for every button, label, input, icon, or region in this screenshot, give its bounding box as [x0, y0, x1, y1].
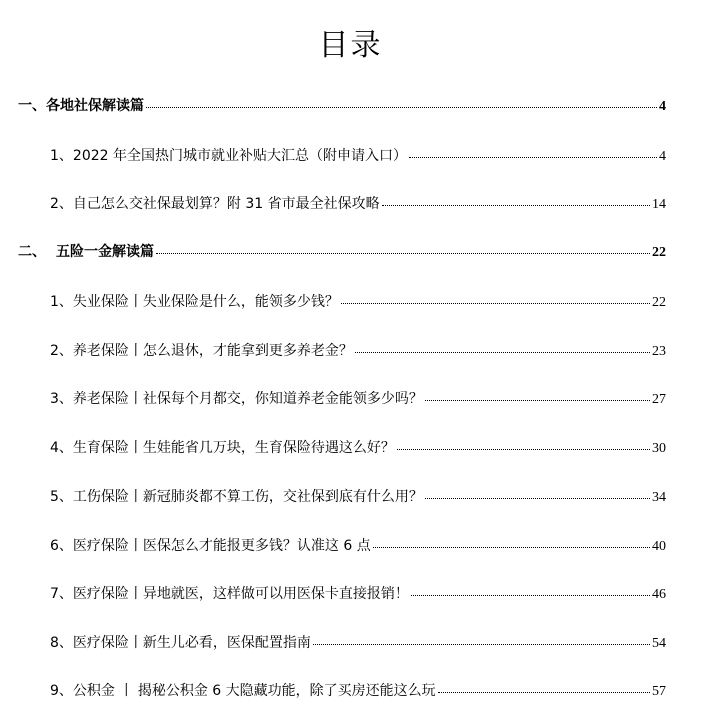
item-number: 2、: [50, 343, 73, 359]
page-number: 46: [652, 587, 666, 602]
dot-leader: [425, 400, 650, 401]
page-title: 目录: [318, 28, 383, 63]
toc-item-label: [50, 291, 339, 313]
toc-section-label: [18, 241, 154, 263]
page-number: 57: [652, 684, 666, 699]
toc-item-label: [50, 388, 423, 410]
page-number: 4: [659, 149, 666, 164]
toc-item[interactable]: [50, 340, 666, 363]
page-number: 22: [652, 245, 666, 260]
dot-leader: [397, 449, 650, 450]
toc-item-label: [50, 680, 436, 702]
dot-leader: [411, 595, 650, 596]
item-text: 公积金 丨 揭秘公积金 6 大隐藏功能，除了买房还能这么玩: [72, 683, 436, 699]
toc-item[interactable]: [50, 680, 666, 703]
page-number: 40: [652, 539, 666, 554]
toc-item-label: [50, 340, 353, 362]
toc-item[interactable]: [50, 145, 666, 168]
item-text: 医疗保险丨异地就医，这样做可以用医保卡直接报销！: [72, 586, 409, 602]
item-number: 7、: [50, 586, 73, 602]
dot-leader: [313, 644, 650, 645]
item-number: 4、: [50, 440, 73, 456]
section-number: 二、: [18, 244, 46, 260]
item-text: 医疗保险丨医保怎么才能报更多钱？认准这 6 点: [72, 538, 371, 554]
section-title: 各地社保解读篇: [46, 98, 144, 114]
page-number: 23: [652, 344, 666, 359]
toc-item[interactable]: [50, 291, 666, 314]
page-number: 34: [652, 490, 666, 505]
item-text: 医疗保险丨新生儿必看，医保配置指南: [72, 635, 311, 651]
toc-item[interactable]: [50, 632, 666, 655]
page-number: 30: [652, 441, 666, 456]
toc-item-label: [50, 145, 407, 167]
page-number: 4: [659, 99, 666, 114]
toc-item[interactable]: [50, 486, 666, 509]
item-number: 9、: [50, 683, 73, 699]
item-text: 失业保险丨失业保险是什么，能领多少钱？: [72, 294, 339, 310]
item-number: 5、: [50, 489, 73, 505]
dot-leader: [156, 253, 650, 254]
item-number: 1、: [50, 294, 73, 310]
page-number: 27: [652, 392, 666, 407]
item-text: 生育保险丨生娃能省几万块，生育保险待遇这么好？: [72, 440, 395, 456]
toc-item[interactable]: [50, 193, 666, 216]
toc-item-label: [50, 193, 380, 215]
item-text: 自己怎么交社保最划算？附 31 省市最全社保攻略: [72, 196, 380, 212]
toc-item-label: [50, 632, 311, 654]
dot-leader: [146, 107, 657, 108]
item-number: 3、: [50, 391, 73, 407]
dot-leader: [382, 205, 650, 206]
page-number: 22: [652, 295, 666, 310]
toc-section-2[interactable]: [18, 241, 666, 264]
toc-item[interactable]: [50, 437, 666, 460]
dot-leader: [373, 547, 650, 548]
item-text: 养老保险丨社保每个月都交，你知道养老金能领多少吗？: [72, 391, 423, 407]
item-number: 8、: [50, 635, 73, 651]
item-number: 1、: [50, 148, 73, 164]
item-text: 2022 年全国热门城市就业补贴大汇总（附申请入口）: [72, 148, 407, 164]
item-number: 2、: [50, 196, 73, 212]
item-text: 工伤保险丨新冠肺炎都不算工伤，交社保到底有什么用？: [72, 489, 423, 505]
dot-leader: [355, 352, 650, 353]
toc-item[interactable]: [50, 535, 666, 558]
item-number: 6、: [50, 538, 73, 554]
toc-item-label: [50, 535, 371, 557]
toc-item[interactable]: [50, 583, 666, 606]
toc-item-label: [50, 486, 423, 508]
toc-item-label: [50, 583, 409, 605]
dot-leader: [341, 303, 650, 304]
toc-section-label: [18, 95, 144, 117]
toc-item[interactable]: [50, 388, 666, 411]
dot-leader: [425, 498, 650, 499]
dot-leader: [438, 692, 650, 693]
dot-leader: [409, 157, 657, 158]
page-number: 54: [652, 636, 666, 651]
item-text: 养老保险丨怎么退休，才能拿到更多养老金？: [72, 343, 353, 359]
section-title: 五险一金解读篇: [56, 244, 154, 260]
toc-item-label: [50, 437, 395, 459]
toc-section-1[interactable]: [18, 95, 666, 118]
section-number: 一、: [18, 98, 46, 114]
page-number: 14: [652, 197, 666, 212]
